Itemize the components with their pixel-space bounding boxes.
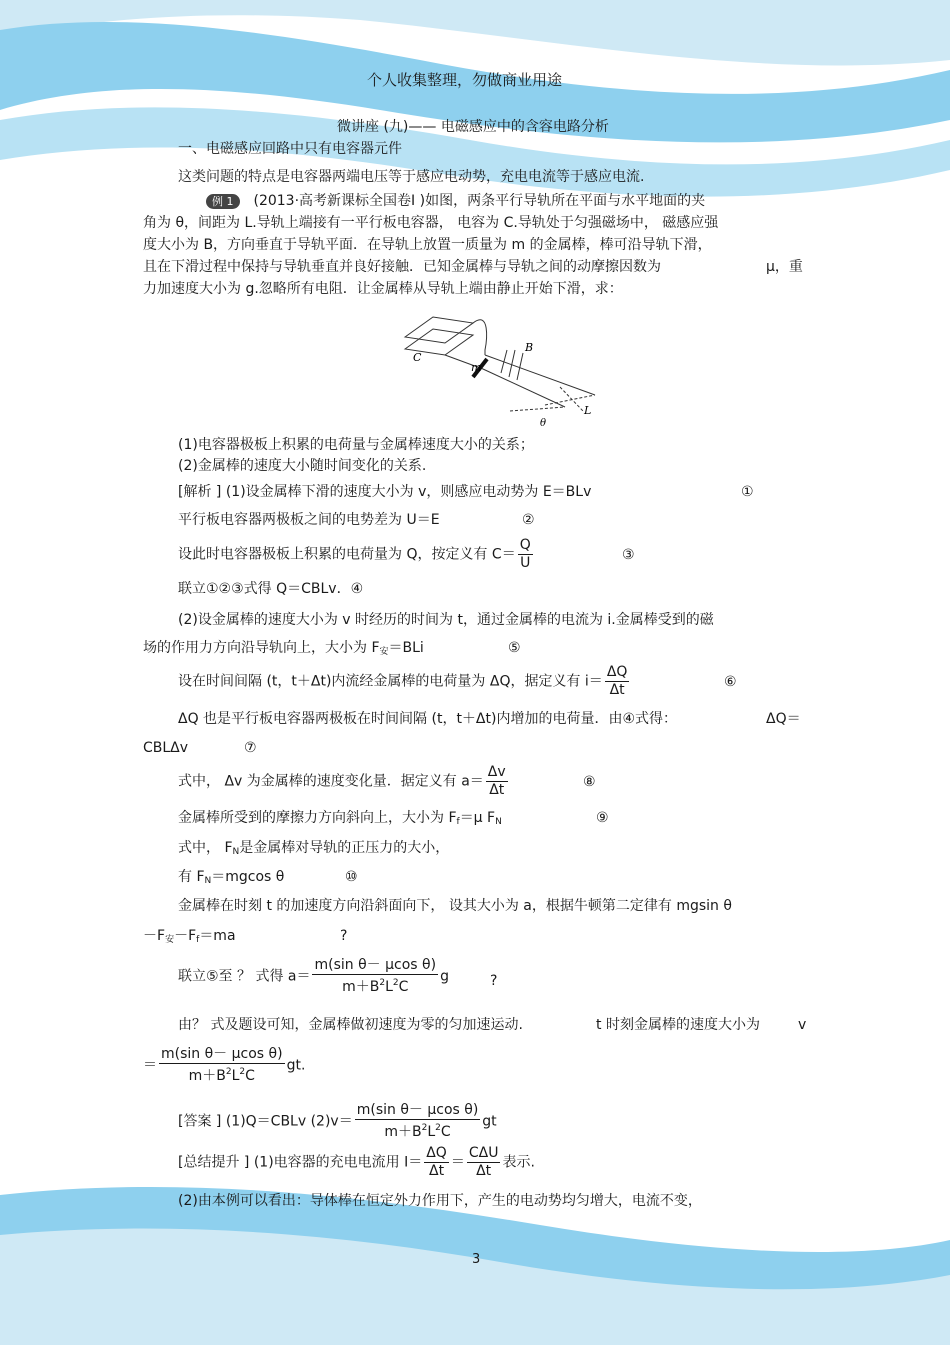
eq-number-10: ⑩: [345, 869, 358, 885]
figure-label-theta: θ: [540, 418, 547, 429]
capacitor-rail-figure: [395, 305, 600, 430]
analysis-line-4: 联立①②③式得 Q＝CBLv．④: [178, 581, 364, 597]
page-number: 3: [472, 1252, 481, 1267]
eq-number-5: ⑤: [508, 640, 521, 656]
analysis-line-14: 金属棒在时刻 t 的加速度方向沿斜面向下， 设其大小为 a，根据牛顿第二定律有 mgsin θ: [178, 898, 732, 914]
section-heading: 一、电磁感应回路中只有电容器元件: [178, 141, 402, 157]
summary-line-1: [总结提升 ] (1)电容器的充电电流用 I＝ $\frac{\Delta Q}{\Delta t}$ ＝ $\frac{\text{CΔU}}{\Delta t}$ 表示.: [178, 1145, 535, 1179]
example-line-4-end: μ，重: [766, 259, 803, 275]
eq-number-9: ⑨: [596, 810, 609, 826]
analysis-line-10: 式中， Δv 为金属棒的速度变化量．据定义有 a＝ $\frac{\Delta v}{\Delta t}$: [178, 764, 506, 798]
fraction-velocity: $\frac{\text{m(sin θ－ μcos θ)}}{m+B^2L^2C}$: [161, 1046, 283, 1084]
analysis-line-15: $-F_安-F_f=ma$: [143, 928, 236, 945]
eq-number-11: ?: [340, 928, 348, 944]
watermark-text: 个人收集整理，勿做商业用途: [367, 71, 563, 89]
eq-number-7: ⑦: [244, 740, 257, 756]
fraction-summary-dq: $\frac{\Delta Q}{\Delta t}$: [426, 1145, 447, 1179]
analysis-line-5: (2)设金属棒的速度大小为 v 时经历的时间为 t，通过金属棒的电流为 i.金属棒受到的磁: [178, 612, 714, 628]
analysis-line-17-right: t 时刻金属棒的速度大小为: [596, 1017, 760, 1033]
analysis-line-13: 有 $F_N=mgcos$ θ: [178, 869, 285, 886]
analysis-line-8-end: ΔQ＝: [766, 711, 801, 727]
figure-label-m: m: [471, 361, 482, 374]
analysis-line-11: 金属棒所受到的摩擦力方向斜向上，大小为 $F_f=\mu$ $F_N$: [178, 810, 502, 827]
figure-label-c: C: [413, 351, 422, 364]
figure-label-l: L: [584, 404, 592, 417]
lecture-title: 微讲座 (九)—— 电磁感应中的含容电路分析: [337, 119, 609, 135]
analysis-line-18: ＝ $\frac{\text{m(sin θ－ μcos θ)}}{m+B^2L^2C}$ gt.: [143, 1046, 306, 1084]
analysis-line-16: 联立⑤至 ？ 式得 a＝ $\frac{\text{m(sin θ－ μcos θ)}}{m+B^2L^2C}$ g: [178, 957, 449, 995]
fraction-dv-over-dt: $\frac{\Delta v}{\Delta t}$: [487, 764, 506, 798]
fraction-dq-over-dt: $\frac{\Delta Q}{\Delta t}$: [606, 664, 628, 698]
fraction-answer-velocity: $\frac{\text{m(sin θ－ μcos θ)}}{m+B^2L^2C}$: [356, 1102, 479, 1140]
eq-number-12: ?: [490, 973, 498, 989]
answer-line: [答案 ] (1)Q＝CBLv (2)v＝ $\frac{\text{m(sin θ－ μcos θ)}}{m+B^2L^2C}$ gt: [178, 1102, 497, 1140]
example-line-3: 度大小为 B，方向垂直于导轨平面．在导轨上放置一质量为 m 的金属棒，棒可沿导轨下滑，: [143, 237, 712, 253]
fraction-summary-cdu: $\frac{\text{CΔU}}{\Delta t}$: [468, 1145, 499, 1179]
summary-line-2: (2)由本例可以看出：导体棒在恒定外力作用下，产生的电动势均匀增大，电流不变，: [178, 1193, 702, 1209]
analysis-line-17-v: v: [798, 1017, 807, 1033]
figure-label-b: B: [525, 341, 534, 354]
eq-number-1: ①: [741, 484, 754, 500]
analysis-line-6: 场的作用力方向沿导轨向上，大小为 $F_安=BLi$: [143, 640, 424, 657]
fraction-q-over-u: $\frac{Q}{U}$: [519, 537, 531, 571]
analysis-line-8: ΔQ 也是平行板电容器两极板在时间间隔 (t，t＋Δt)内增加的电荷量．由④式得：: [178, 711, 678, 727]
analysis-line-1: [解析 ] (1)设金属棒下滑的速度大小为 v，则感应电动势为 E＝BLv: [178, 484, 592, 500]
analysis-line-3: 设此时电容器极板上积累的电荷量为 Q，按定义有 C＝ $\frac{Q}{U}$: [178, 537, 531, 571]
eq-number-3: ③: [622, 547, 635, 563]
fraction-acceleration: $\frac{\text{m(sin θ－ μcos θ)}}{m+B^2L^2C}$: [314, 957, 437, 995]
eq-number-6: ⑥: [724, 674, 737, 690]
example-line-5: 力加速度大小为 g.忽略所有电阻．让金属棒从导轨上端由静止开始下滑，求：: [143, 281, 623, 297]
example-line-1: 例 1 (2013·高考新课标全国卷Ⅰ )如图，两条平行导轨所在平面与水平地面的夹: [206, 192, 705, 210]
example-line-4: 且在下滑过程中保持与导轨垂直并良好接触．已知金属棒与导轨之间的动摩擦因数为: [143, 259, 661, 275]
example-line-2: 角为 θ，间距为 L.导轨上端接有一平行板电容器， 电容为 C.导轨处于匀强磁场中， 磁感应强: [143, 215, 719, 231]
analysis-line-9: CBLΔv: [143, 740, 189, 756]
eq-number-2: ②: [522, 512, 535, 528]
question-1: (1)电容器极板上积累的电荷量与金属棒速度大小的关系；: [178, 437, 534, 453]
intro-paragraph: 这类问题的特点是电容器两端电压等于感应电动势，充电电流等于感应电流.: [178, 169, 645, 185]
eq-number-8: ⑧: [583, 774, 596, 790]
analysis-line-2: 平行板电容器两极板之间的电势差为 U＝E: [178, 512, 440, 528]
analysis-line-12: 式中， $F_N$是金属棒对导轨的正压力的大小，: [178, 840, 450, 857]
analysis-line-17: 由？ 式及题设可知，金属棒做初速度为零的匀加速运动.: [178, 1017, 523, 1033]
example-badge: 例 1: [206, 194, 240, 209]
analysis-line-7: 设在时间间隔 (t，t＋Δt)内流经金属棒的电荷量为 ΔQ，据定义有 i＝ $\frac{\Delta Q}{\Delta t}$: [178, 664, 628, 698]
question-2: (2)金属棒的速度大小随时间变化的关系.: [178, 458, 427, 474]
